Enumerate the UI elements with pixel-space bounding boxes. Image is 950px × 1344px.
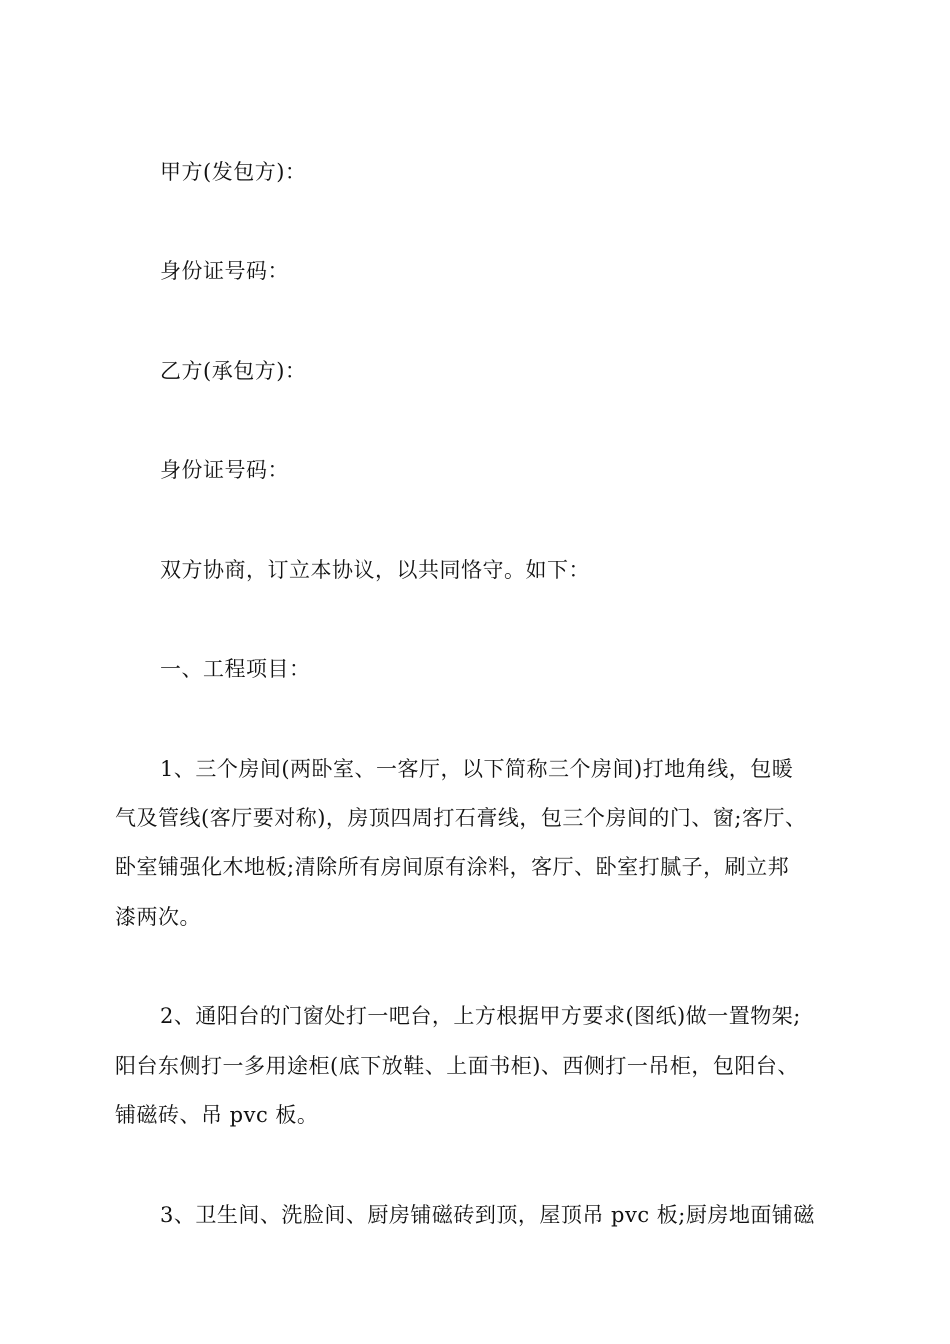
party-b-label: 乙方(承包方)： (160, 359, 307, 383)
item-2-line-1: 2、通阳台的门窗处打一吧台，上方根据甲方要求(图纸)做一置物架; (160, 1004, 801, 1028)
item-3-line-1: 3、卫生间、洗脸间、厨房铺磁砖到顶，屋顶吊 pvc 板;厨房地面铺磁 (160, 1203, 815, 1227)
item-2-line-2: 阳台东侧打一多用途柜(底下放鞋、上面书柜)、西侧打一吊柜，包阳台、 (115, 1054, 799, 1078)
party-b-id-label: 身份证号码： (160, 458, 289, 482)
party-a-id-label: 身份证号码： (160, 259, 289, 283)
item-2-line-3: 铺磁砖、吊 pvc 板。 (115, 1103, 319, 1127)
section-1-heading: 一、工程项目： (160, 657, 311, 681)
party-a-label: 甲方(发包方)： (160, 160, 307, 184)
intro-paragraph: 双方协商，订立本协议，以共同恪守。如下： (160, 558, 590, 582)
item-1-line-3: 卧室铺强化木地板;清除所有房间原有涂料，客厅、卧室打腻子，刷立邦 (115, 855, 790, 879)
item-1-line-4: 漆两次。 (115, 905, 201, 929)
item-1-line-2: 气及管线(客厅要对称)，房顶四周打石膏线，包三个房间的门、窗;客厅、 (115, 806, 807, 830)
item-1-line-1: 1、三个房间(两卧室、一客厅，以下简称三个房间)打地角线，包暖 (160, 757, 794, 781)
